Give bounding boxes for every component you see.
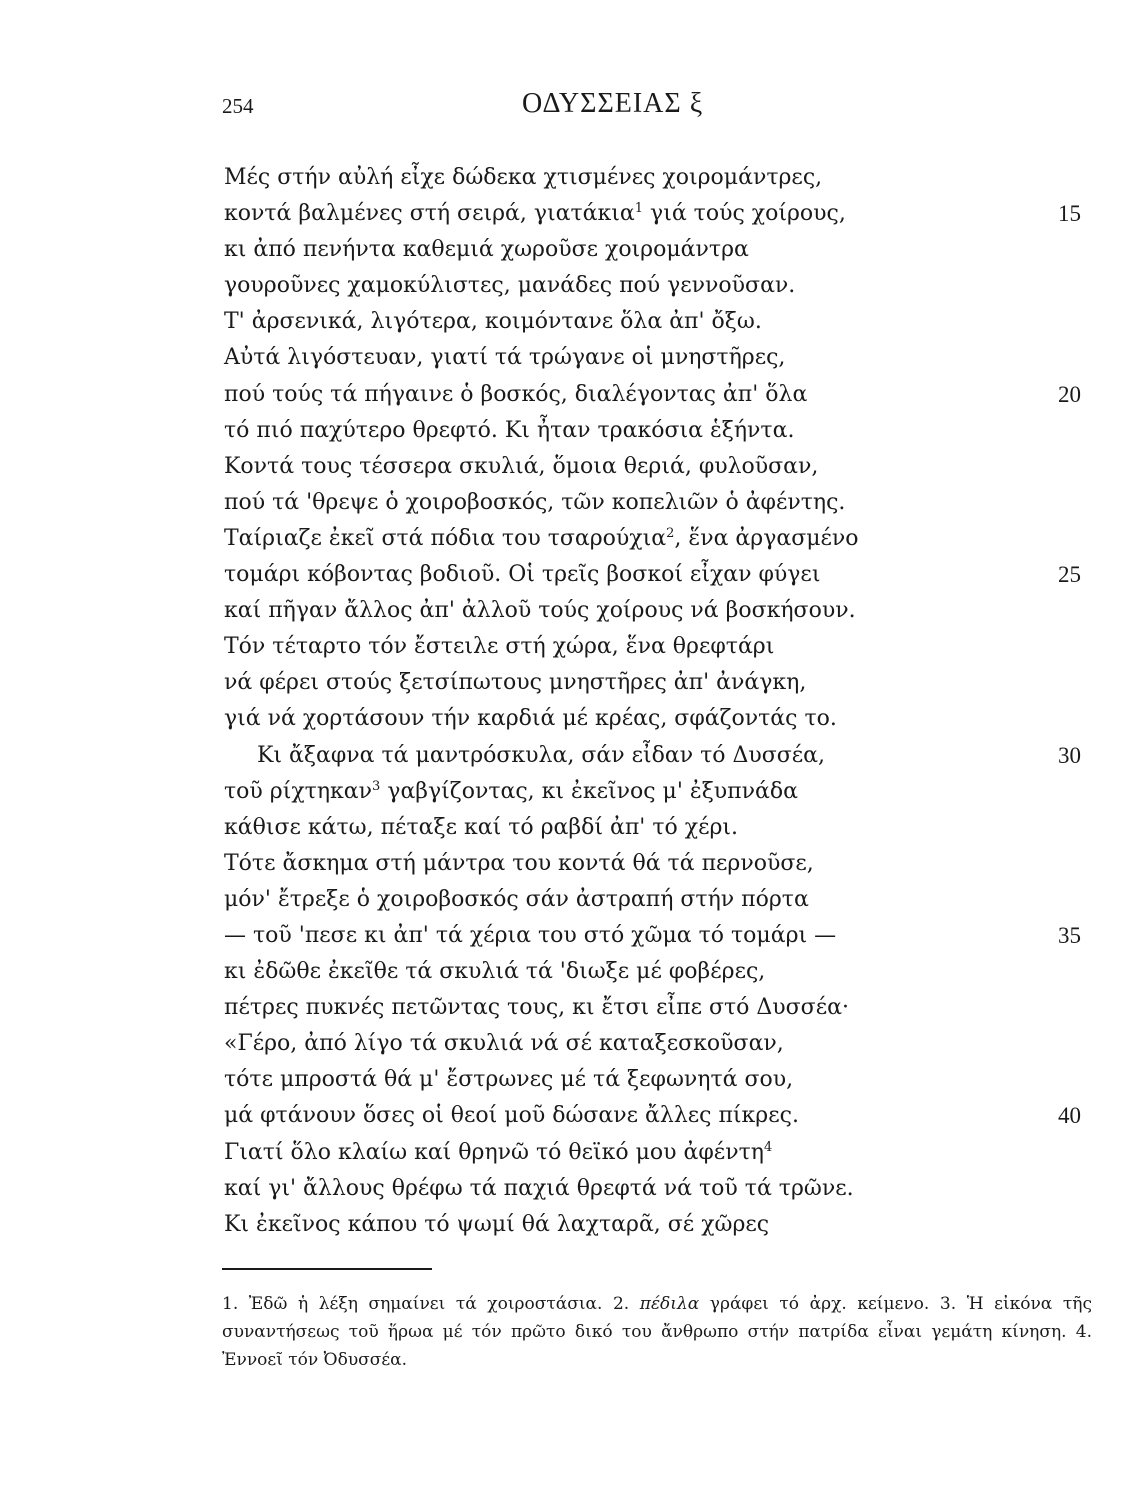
- verse-line: [0, 990, 1132, 1026]
- verse-line: [0, 701, 1132, 737]
- footnote-italic-term: πέδιλα: [639, 1294, 700, 1314]
- verse-main-text: Τ' ἀρσενικά, λιγότερα, κοιμόντανε ὅλα ἀπ' ὄξω.: [224, 309, 762, 335]
- verse-main-text: τό πιό παχύτερο θρεφτό. Κι ἦταν τρακόσια ἑξήντα.: [224, 417, 795, 443]
- footnote-marker: 3: [372, 778, 381, 794]
- verse-line: [0, 485, 1132, 521]
- verse-text: [224, 918, 836, 954]
- line-number: 35: [1058, 922, 1081, 948]
- verse-line: [0, 377, 1132, 413]
- verse-line: [0, 1098, 1132, 1134]
- verse-text: [224, 846, 814, 882]
- verse-line: [0, 918, 1132, 954]
- verse-main-text: «Γέρο, ἀπό λίγο τά σκυλιά νά σέ καταξεσκοῦσαν,: [224, 1031, 784, 1057]
- verse-main-text: καί γι' ἄλλους θρέφω τά παχιά θρεφτά νά τοῦ τά τρῶνε.: [224, 1175, 854, 1201]
- verse-main-text: Αὐτά λιγόστευαν, γιατί τά τρώγανε οἱ μνηστῆρες,: [224, 345, 786, 371]
- page-number: 254: [222, 94, 254, 118]
- verse-line: [0, 846, 1132, 882]
- verse-main-text: Κι ἐκεῖνος κάπου τό ψωμί θά λαχταρᾶ, σέ χῶρες: [224, 1211, 770, 1237]
- verse-text: [224, 485, 845, 521]
- verse-text: [224, 1171, 854, 1207]
- verse-line: [0, 1026, 1132, 1062]
- verse-main-text: Κοντά τους τέσσερα σκυλιά, ὅμοια θεριά, φυλοῦσαν,: [224, 453, 819, 479]
- page-header: [222, 88, 782, 128]
- verse-line: [0, 1207, 1132, 1243]
- verse-main-text: Ταίριαζε ἐκεῖ στά πόδια του τσαρούχια: [224, 525, 667, 551]
- verse-line: [0, 1062, 1132, 1098]
- verse-text: [224, 268, 795, 304]
- verse-text: [224, 665, 806, 701]
- verse-text: [224, 160, 822, 196]
- verse-main-text: πού τούς τά πήγαινε ὁ βοσκός, διαλέγοντας ἀπ' ὅλα: [224, 381, 808, 407]
- verse-text: [224, 990, 849, 1026]
- verse-line: [0, 340, 1132, 376]
- verse-block: [0, 160, 1132, 1243]
- line-number: 25: [1058, 562, 1081, 588]
- verse-text: [224, 1135, 772, 1171]
- verse-main-text: Μές στήν αὐλή εἶχε δώδεκα χτισμένες χοιρομάντρες,: [224, 165, 823, 190]
- verse-main-text: πού τά 'θρεψε ὁ χοιροβοσκός, τῶν κοπελιῶν ὁ ἀφέντης.: [224, 489, 846, 515]
- verse-line: [0, 160, 1132, 196]
- verse-text: [224, 1026, 784, 1062]
- footnote-text-1: 1. Ἐδῶ ἡ λέξη σημαίνει τά χοιροστάσια. 2.: [222, 1294, 640, 1314]
- footnote-rule: [222, 1268, 432, 1270]
- verse-line: [0, 882, 1132, 918]
- verse-main-text: κάθισε κάτω, πέταξε καί τό ραβδί ἀπ' τό χέρι.: [224, 814, 739, 840]
- line-number: 40: [1058, 1103, 1081, 1129]
- verse-text: [224, 196, 846, 232]
- verse-text: [224, 521, 859, 557]
- verse-main-text: γουροῦνες χαμοκύλιστες, μανάδες πού γεννοῦσαν.: [224, 273, 796, 299]
- verse-main-text: γιά νά χορτάσουν τήν καρδιά μέ κρέας, σφάζοντάς το.: [224, 706, 837, 732]
- verse-line: [0, 304, 1132, 340]
- verse-continuation: , ἕνα ἀργασμένο: [674, 525, 859, 551]
- verse-main-text: κοντά βαλμένες στή σειρά, γιατάκια: [224, 201, 635, 227]
- verse-main-text: τοῦ ρίχτηκαν: [224, 778, 373, 804]
- verse-main-text: μά φτάνουν ὅσες οἱ θεοί μοῦ δώσανε ἄλλες πίκρες.: [224, 1103, 799, 1129]
- verse-line: [0, 232, 1132, 268]
- verse-line: [0, 954, 1132, 990]
- verse-text: [224, 882, 809, 918]
- verse-line: [0, 413, 1132, 449]
- verse-main-text: τότε μπροστά θά μ' ἔστρωνες μέ τά ξεφωνητά σου,: [224, 1067, 794, 1093]
- verse-main-text: Τόν τέταρτο τόν ἔστειλε στή χώρα, ἕνα θρεφτάρι: [224, 634, 775, 660]
- verse-line: [0, 774, 1132, 810]
- verse-text: [224, 954, 765, 990]
- verse-main-text: Τότε ἄσκημα στή μάντρα του κοντά θά τά περνοῦσε,: [224, 850, 814, 876]
- line-number: 20: [1058, 381, 1081, 407]
- verse-text: [224, 1207, 769, 1243]
- footnote-marker: 4: [763, 1139, 773, 1155]
- verse-line: [0, 268, 1132, 304]
- verse-main-text: μόν' ἔτρεξε ὁ χοιροβοσκός σάν ἀστραπή στήν πόρτα: [224, 886, 809, 912]
- verse-text: [224, 701, 837, 737]
- verse-main-text: Γιατί ὅλο κλαίω καί θρηνῶ τό θεϊκό μου ἀφέντη: [224, 1139, 764, 1165]
- verse-main-text: τομάρι κόβοντας βοδιοῦ. Οἱ τρεῖς βοσκοί εἶχαν φύγει: [224, 562, 821, 588]
- verse-text: [224, 1062, 793, 1098]
- verse-line: [0, 521, 1132, 557]
- verse-line: [0, 629, 1132, 665]
- verse-main-text: νά φέρει στούς ξετσίπωτους μνηστῆρες ἀπ' ἀνάγκη,: [224, 670, 807, 696]
- verse-continuation: γιά τούς χοίρους,: [643, 201, 846, 227]
- verse-text: [224, 1098, 799, 1134]
- verse-text: [257, 738, 825, 774]
- verse-main-text: κι ἀπό πενήντα καθεμιά χωροῦσε χοιρομάντρα: [224, 237, 749, 263]
- verse-text: [224, 593, 856, 629]
- footnotes: [222, 1290, 1092, 1374]
- verse-text: [224, 810, 738, 846]
- verse-line: [0, 557, 1132, 593]
- verse-text: [224, 774, 798, 810]
- verse-line: [0, 738, 1132, 774]
- verse-main-text: — τοῦ 'πεσε κι ἀπ' τά χέρια του στό χῶμα τό τομάρι —: [224, 922, 837, 948]
- verse-main-text: Κι ἄξαφνα τά μαντρόσκυλα, σάν εἶδαν τό Δυσσέα,: [257, 742, 826, 768]
- verse-text: [224, 629, 774, 665]
- verse-text: [224, 557, 820, 593]
- line-number: 15: [1058, 201, 1081, 227]
- footnote-marker: 2: [666, 525, 675, 541]
- footnote-text-2: γράφει τό ἀρχ. κείμενο. 3. Ἡ εἰκόνα τῆς συναντήσεως τοῦ ἥρωα μέ τόν πρῶτο δικό του ἄνθρωπο στήν πατρίδα εἶναι γεμάτη κίνηση. 4. Ἐννοεῖ τόν Ὀδυσσέα.: [222, 1294, 1092, 1370]
- verse-line: [0, 449, 1132, 485]
- verse-main-text: καί πῆγαν ἄλλος ἀπ' ἀλλοῦ τούς χοίρους νά βοσκήσουν.: [224, 598, 856, 624]
- running-title: ΟΔΥΣΣΕΙΑΣ ξ: [522, 88, 704, 119]
- verse-text: [224, 377, 807, 413]
- verse-line: [0, 1135, 1132, 1171]
- verse-text: [224, 413, 794, 449]
- verse-text: [224, 449, 818, 485]
- verse-continuation: γαβγίζοντας, κι ἐκεῖνος μ' ἐξυπνάδα: [380, 778, 798, 804]
- verse-text: [224, 340, 785, 376]
- verse-main-text: κι ἐδῶθε ἐκεῖθε τά σκυλιά τά 'διωξε μέ φοβέρες,: [224, 959, 766, 985]
- footnote-marker: 1: [634, 201, 644, 217]
- verse-text: [224, 232, 749, 268]
- verse-line: [0, 1171, 1132, 1207]
- verse-line: [0, 810, 1132, 846]
- verse-main-text: πέτρες πυκνές πετῶντας τους, κι ἔτσι εἶπε στό Δυσσέα·: [224, 995, 849, 1021]
- verse-line: [0, 665, 1132, 701]
- verse-line: [0, 593, 1132, 629]
- verse-text: [224, 304, 762, 340]
- verse-line: [0, 196, 1132, 232]
- line-number: 30: [1058, 742, 1081, 768]
